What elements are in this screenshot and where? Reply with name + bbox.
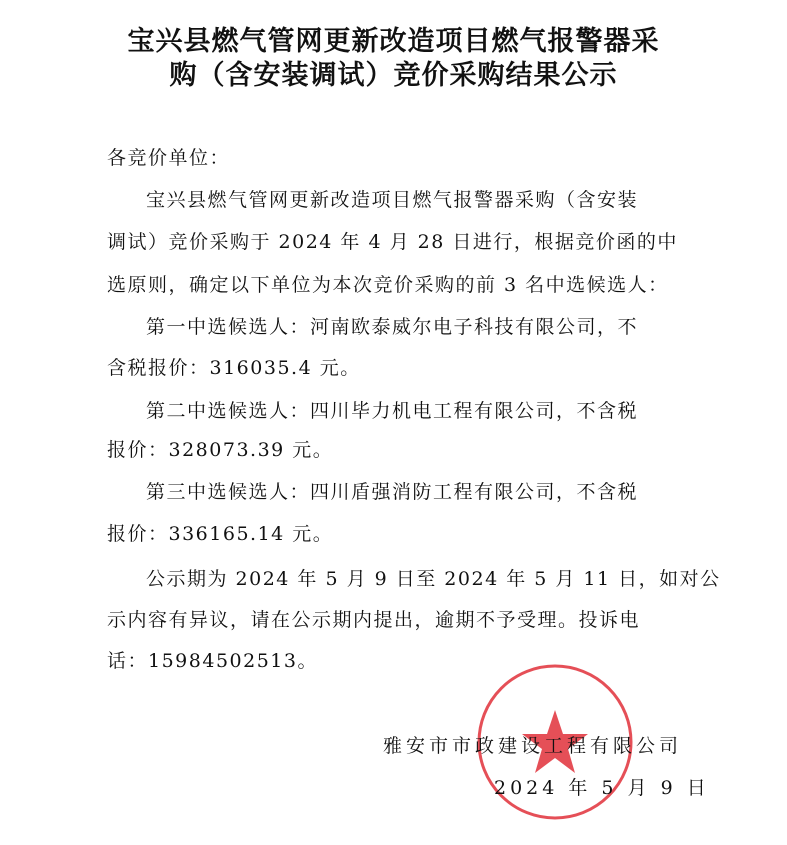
signing-organization: 雅安市市政建设工程有限公司 <box>383 735 683 757</box>
body-line: 调试）竞价采购于 2024 年 4 月 28 日进行，根据竞价函的中 <box>107 231 678 253</box>
document-title-line-2: 购（含安装调试）竞价采购结果公示 <box>169 60 618 91</box>
candidate-2-price: 报价：328073.39 元。 <box>107 439 334 461</box>
signing-date: 2024 年 5 月 9 日 <box>494 777 710 799</box>
publicity-period: 公示期为 2024 年 5 月 9 日至 2024 年 5 月 11 日，如对公 <box>146 568 721 590</box>
body-line: 选原则，确定以下单位为本次竞价采购的前 3 名中选候选人： <box>107 274 669 296</box>
candidate-2: 第二中选候选人：四川毕力机电工程有限公司，不含税 <box>146 400 639 422</box>
candidate-1: 第一中选候选人：河南欧泰威尔电子科技有限公司，不 <box>146 316 639 338</box>
complaint-phone: 话：15984502513。 <box>107 650 318 672</box>
document-title-line-1: 宝兴县燃气管网更新改造项目燃气报警器采 <box>127 26 660 57</box>
body-line: 示内容有异议，请在公示期内提出，逾期不予受理。投诉电 <box>107 609 641 631</box>
body-line: 宝兴县燃气管网更新改造项目燃气报警器采购（含安装 <box>146 189 639 211</box>
salutation: 各竞价单位： <box>107 147 231 169</box>
candidate-3: 第三中选候选人：四川盾强消防工程有限公司，不含税 <box>146 481 639 503</box>
candidate-3-price: 报价：336165.14 元。 <box>107 523 334 545</box>
candidate-1-price: 含税报价：316035.4 元。 <box>107 357 361 379</box>
